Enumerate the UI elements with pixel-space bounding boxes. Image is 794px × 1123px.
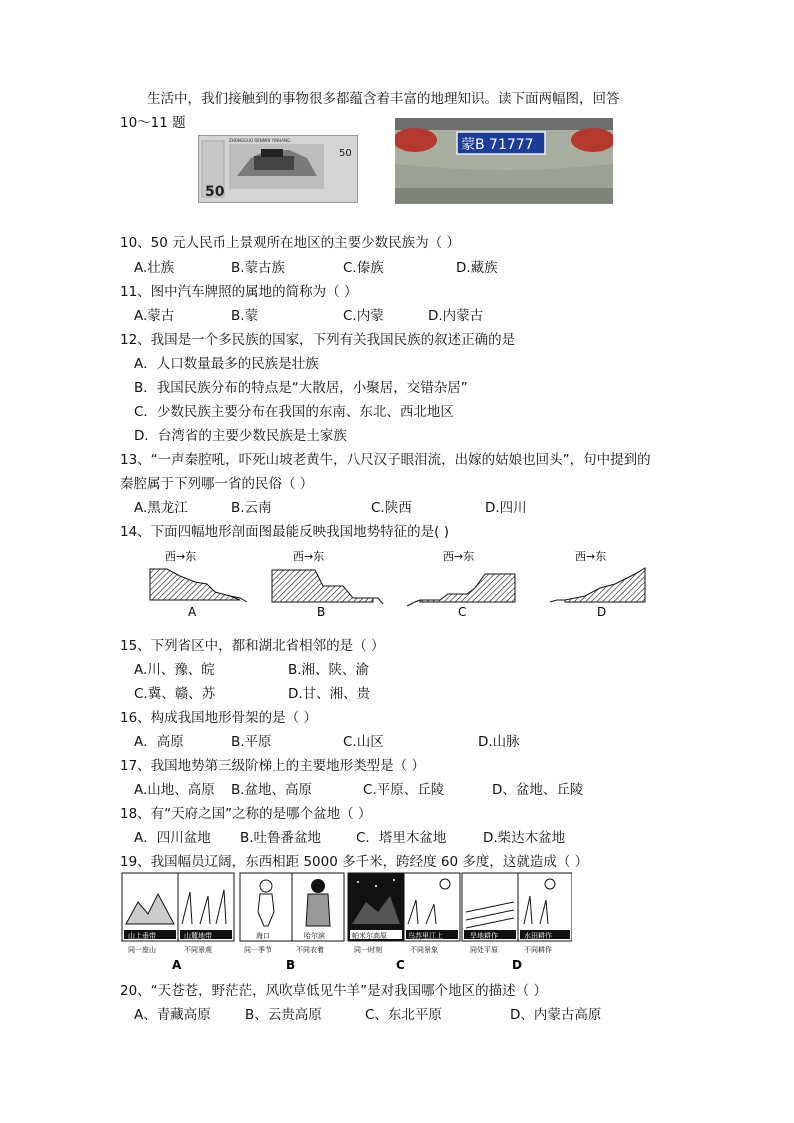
panel-a-label: A — [172, 958, 182, 972]
terrain-profiles-figure — [145, 544, 665, 622]
q10-option-c: C.傣族 — [343, 260, 384, 276]
q17-option-a: A.山地、高原 — [134, 782, 215, 798]
panel-a-bottom-note: 不同景观 — [184, 946, 212, 954]
intro-line-2: 10～11 题 — [120, 115, 186, 131]
q13-option-c: C.陕西 — [371, 500, 412, 516]
profile-a-label: A — [188, 605, 197, 619]
q17-option-d: D、盆地、丘陵 — [492, 782, 584, 798]
intro-line-1: 生活中，我们接触到的事物很多都蕴含着丰富的地理知识。读下面两幅图，回答 — [147, 91, 620, 107]
question-13-stem: 13、“一声秦腔吼，吓死山坡老黄牛，八尺汉子眼泪流，出嫁的姑娘也回头”，句中提到的 — [120, 452, 651, 468]
q11-option-c: C.内蒙 — [343, 308, 384, 324]
question-19-stem: 19、我国幅员辽阔，东西相距 5000 多千米，跨经度 60 多度，这就造成（ ） — [120, 854, 589, 870]
question-10-stem: 10、50 元人民币上景观所在地区的主要少数民族为（ ） — [120, 235, 460, 251]
question-16-stem: 16、构成我国地形骨架的是（ ） — [120, 710, 317, 726]
panel-d-top-note: 同处平原 — [470, 946, 498, 954]
q12-option-c: C．少数民族主要分布在我国的东南、东北、西北地区 — [134, 404, 454, 420]
panel-c-right: 乌苏里江上 — [408, 932, 443, 940]
question-18-stem: 18、有“天府之国”之称的是哪个盆地（ ） — [120, 806, 372, 822]
scene-panels-figure — [120, 872, 572, 976]
question-12-stem: 12、我国是一个多民族的国家，下列有关我国民族的叙述正确的是 — [120, 332, 516, 348]
q10-option-d: D.藏族 — [456, 260, 498, 276]
banknote-image — [198, 135, 358, 203]
profile-c-direction: 西→东 — [443, 550, 475, 563]
q18-option-c: C．塔里木盆地 — [356, 830, 447, 846]
q12-option-d: D．台湾省的主要少数民族是土家族 — [134, 428, 347, 444]
panel-d-label: D — [512, 958, 522, 972]
q15-option-c: C.冀、赣、苏 — [134, 686, 216, 702]
profile-d-direction: 西→东 — [575, 550, 607, 563]
panel-d-bottom-note: 不同耕作 — [524, 946, 552, 954]
q11-option-b: B.蒙 — [231, 308, 259, 324]
panel-d-left: 旱地耕作 — [470, 932, 498, 940]
car-plate-image — [395, 118, 613, 204]
q20-option-b: B、云贵高原 — [245, 1007, 322, 1023]
profile-d-label: D — [597, 605, 607, 619]
profile-b-direction: 西→东 — [293, 550, 325, 563]
panel-c-label: C — [396, 958, 405, 972]
q15-option-d: D.甘、湘、贵 — [288, 686, 371, 702]
q11-option-a: A.蒙古 — [134, 308, 175, 324]
question-20-stem: 20、“天苍苍，野茫茫，风吹草低见牛羊”是对我国哪个地区的描述（ ） — [120, 983, 547, 999]
q12-option-a: A．人口数量最多的民族是壮族 — [134, 356, 319, 372]
q13-option-b: B.云南 — [231, 500, 272, 516]
banknote-bank: ZHONGGUO RENMIN YINHANG — [229, 138, 291, 143]
q16-option-b: B.平原 — [231, 734, 272, 750]
q11-option-d: D.内蒙古 — [428, 308, 484, 324]
panel-c-top-note: 同一时刻 — [354, 946, 382, 954]
panel-b-bottom-note: 不同衣着 — [296, 946, 324, 954]
profile-b-label: B — [317, 605, 326, 619]
question-11-stem: 11、图中汽车牌照的属地的简称为（ ） — [120, 284, 358, 300]
q16-option-a: A．高原 — [134, 734, 184, 750]
panel-a-top-note: 同一座山 — [128, 946, 156, 954]
panel-a-left: 山上垂带 — [128, 932, 156, 940]
q16-option-d: D.山脉 — [478, 734, 520, 750]
q10-option-b: B.蒙古族 — [231, 260, 286, 276]
q17-option-b: B.盆地、高原 — [231, 782, 313, 798]
q18-option-b: B.吐鲁番盆地 — [240, 830, 322, 846]
banknote-value: 50 — [205, 184, 225, 200]
panel-b-label: B — [286, 958, 296, 972]
q18-option-a: A．四川盆地 — [134, 830, 211, 846]
q13-option-a: A.黑龙江 — [134, 500, 188, 516]
q17-option-c: C.平原、丘陵 — [363, 782, 445, 798]
banknote-value-corner: 50 — [339, 148, 352, 159]
q20-option-d: D、内蒙古高原 — [510, 1007, 602, 1023]
q18-option-d: D.柴达木盆地 — [483, 830, 566, 846]
profile-a-direction: 西→东 — [165, 550, 197, 563]
q10-option-a: A.壮族 — [134, 260, 175, 276]
license-plate-text: 蒙B 71777 — [461, 137, 534, 153]
panel-b-left: 海口 — [256, 932, 270, 940]
q20-option-c: C、东北平原 — [365, 1007, 442, 1023]
panel-c-left: 帕米尔高原 — [352, 932, 387, 940]
question-13-stem-cont: 秦腔属于下列哪一省的民俗（ ） — [120, 476, 314, 492]
q16-option-c: C.山区 — [343, 734, 384, 750]
question-15-stem: 15、下列省区中，都和湖北省相邻的是（ ） — [120, 638, 385, 654]
panel-c-bottom-note: 不同景象 — [410, 946, 438, 954]
question-17-stem: 17、我国地势第三级阶梯上的主要地形类型是（ ） — [120, 758, 425, 774]
profile-c-label: C — [458, 605, 467, 619]
panel-b-right: 哈尔滨 — [304, 932, 325, 940]
q20-option-a: A、青藏高原 — [134, 1007, 211, 1023]
question-14-stem: 14、下面四幅地形剖面图最能反映我国地势特征的是( ) — [120, 524, 450, 540]
q15-option-b: B.湘、陕、渝 — [288, 662, 370, 678]
q12-option-b: B．我国民族分布的特点是“大散居，小聚居，交错杂居” — [134, 380, 468, 396]
panel-a-right: 山麓地带 — [184, 932, 212, 940]
panel-b-top-note: 同一季节 — [244, 946, 272, 954]
q13-option-d: D.四川 — [485, 500, 527, 516]
q15-option-a: A.川、豫、皖 — [134, 662, 215, 678]
panel-d-right: 水田耕作 — [524, 932, 552, 940]
